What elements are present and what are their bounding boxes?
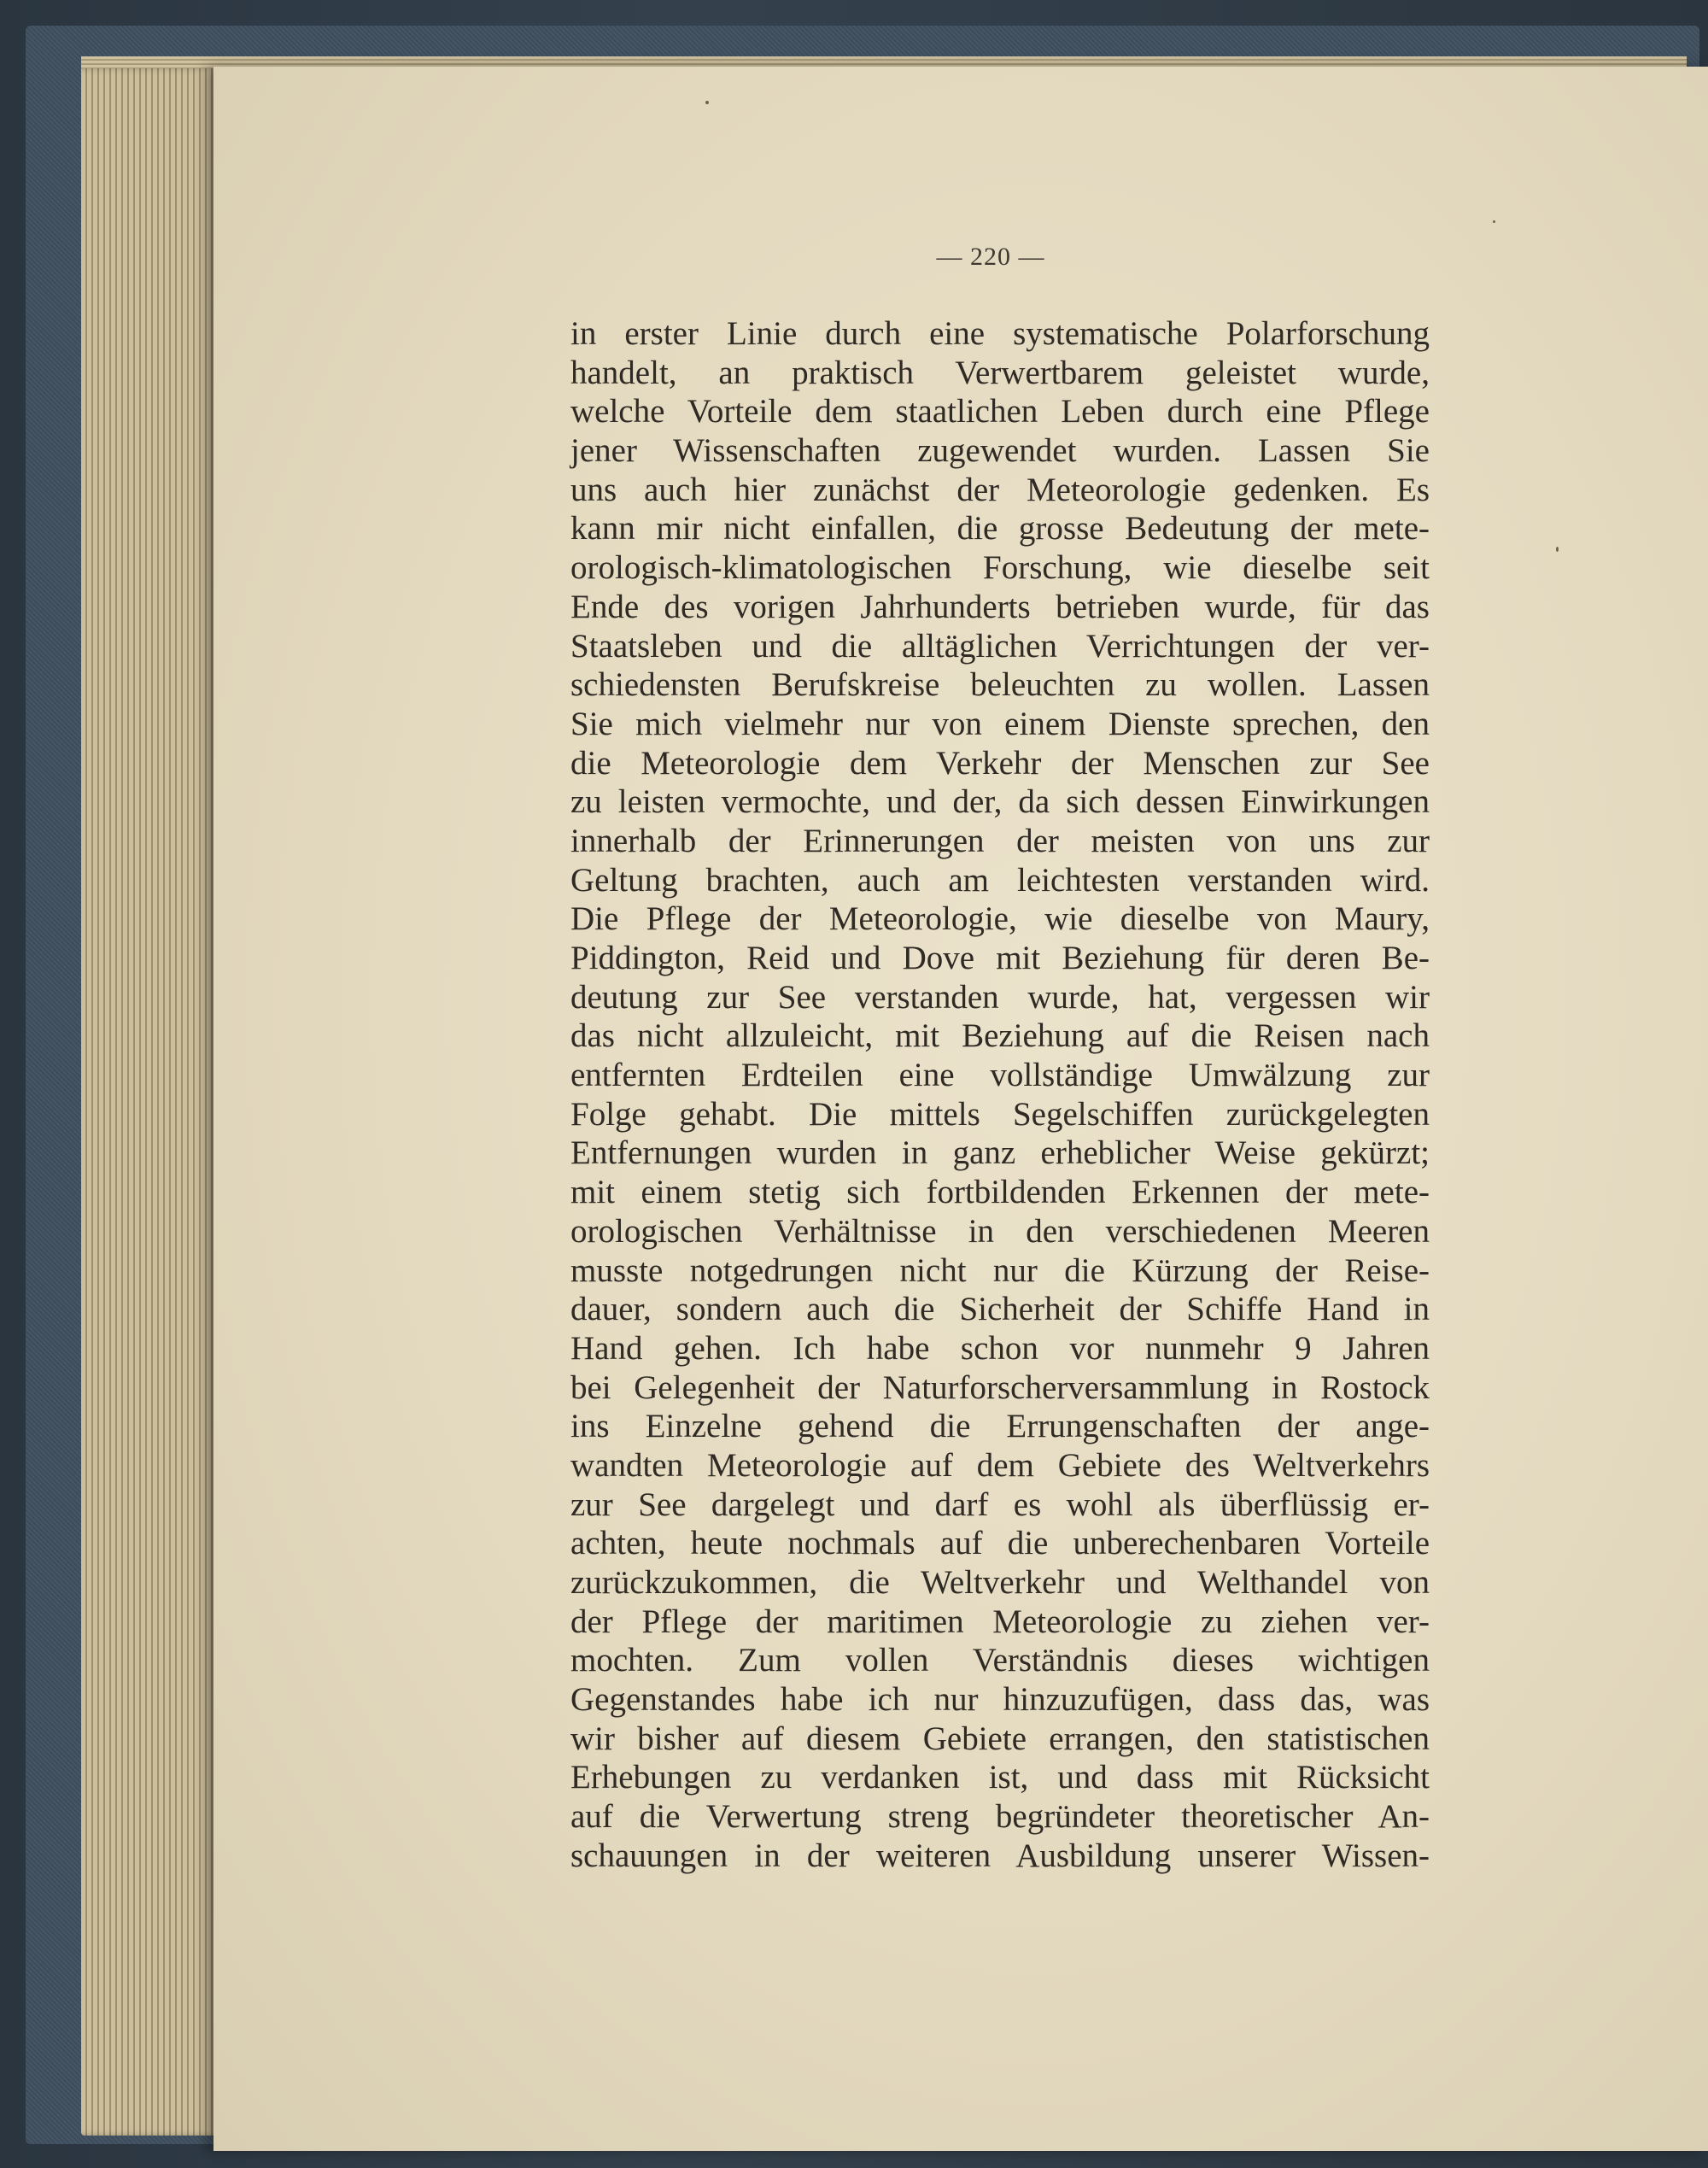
text-line: kann mir nicht einfallen, die grosse Bedeutung der mete- [570, 510, 1430, 548]
text-line: uns auch hier zunächst der Meteorologie gedenken. Es [570, 471, 1430, 508]
text-line: welche Vorteile dem staatlichen Leben durch eine Pflege [570, 393, 1430, 431]
text-line: Gegenstandes habe ich nur hinzuzufügen, dass das, was [570, 1681, 1430, 1719]
text-line: musste notgedrungen nicht nur die Kürzung der Reise- [570, 1251, 1430, 1289]
text-line: Geltung brachten, auch am leichtesten verstanden wird. [570, 861, 1430, 899]
page-edges-stack [81, 68, 218, 2136]
paper-speck [705, 101, 709, 104]
text-line: wandten Meteorologie auf dem Gebiete des Weltverkehrs [570, 1446, 1430, 1484]
text-line: auf die Verwertung streng begründeter theoretischer An- [570, 1798, 1430, 1836]
text-line: mochten. Zum vollen Verständnis dieses wichtigen [570, 1642, 1430, 1679]
text-line: mit einem stetig sich fortbildenden Erkennen der mete- [570, 1174, 1430, 1211]
text-line: Entfernungen wurden in ganz erheblicher Weise gekürzt; [570, 1134, 1430, 1172]
text-line: bei Gelegenheit der Naturforscherversammlung in Rostock [570, 1368, 1430, 1406]
text-line: wir bisher auf diesem Gebiete errangen, den statistischen [570, 1720, 1430, 1757]
text-line: orologisch-klimatologischen Forschung, wie dieselbe seit [570, 549, 1430, 587]
text-line: Hand gehen. Ich habe schon vor nunmehr 9 Jahren [570, 1329, 1430, 1367]
text-line: schauungen in der weiteren Ausbildung unserer Wissen- [570, 1837, 1430, 1874]
body-text [570, 314, 1430, 1876]
text-line: Sie mich vielmehr nur von einem Dienste sprechen, den [570, 705, 1430, 742]
page-number: — 220 — [936, 243, 1045, 271]
text-line: der Pflege der maritimen Meteorologie zu ziehen ver- [570, 1603, 1430, 1640]
text-line: jener Wissenschaften zugewendet wurden. Lassen Sie [570, 432, 1430, 470]
text-line: Folge gehabt. Die mittels Segelschiffen zurückgelegten [570, 1095, 1430, 1133]
paper-speck [1493, 220, 1495, 223]
text-line: das nicht allzuleicht, mit Beziehung auf die Reisen nach [570, 1017, 1430, 1055]
text-line: Piddington, Reid und Dove mit Beziehung für deren Be- [570, 940, 1430, 976]
text-line: ins Einzelne gehend die Errungenschaften der ange- [570, 1408, 1430, 1445]
text-line: Staatsleben und die alltäglichen Verrichtungen der ver- [570, 627, 1430, 665]
text-line: Erhebungen zu verdanken ist, und dass mit Rücksicht [570, 1759, 1430, 1796]
text-line: innerhalb der Erinnerungen der meisten von uns zur [570, 822, 1430, 859]
text-line: entfernten Erdteilen eine vollständige Umwälzung zur [570, 1057, 1430, 1094]
text-line: in erster Linie durch eine systematische Polarforschung [570, 315, 1430, 352]
text-line: zu leisten vermochte, und der, da sich dessen Einwirkungen [570, 783, 1430, 821]
text-line: orologischen Verhältnisse in den verschiedenen Meeren [570, 1212, 1430, 1250]
text-line: Ende des vorigen Jahrhunderts betrieben wurde, für das [570, 588, 1430, 625]
text-line: dauer, sondern auch die Sicherheit der Schiffe Hand in [570, 1291, 1430, 1328]
text-line: handelt, an praktisch Verwertbarem geleistet wurde, [570, 354, 1430, 391]
text-line: zur See dargelegt und darf es wohl als überflüssig er- [570, 1485, 1430, 1523]
text-line: achten, heute nochmals auf die unberechenbaren Vorteile [570, 1525, 1430, 1562]
text-line: deutung zur See verstanden wurde, hat, vergessen wir [570, 978, 1430, 1016]
text-line: Die Pflege der Meteorologie, wie dieselbe von Maury, [570, 900, 1430, 938]
paper-speck [1556, 547, 1559, 552]
text-line: zurückzukommen, die Weltverkehr und Welthandel von [570, 1564, 1430, 1601]
text-line: schiedensten Berufskreise beleuchten zu wollen. Lassen [570, 666, 1430, 704]
text-line: die Meteorologie dem Verkehr der Menschen zur See [570, 744, 1430, 782]
